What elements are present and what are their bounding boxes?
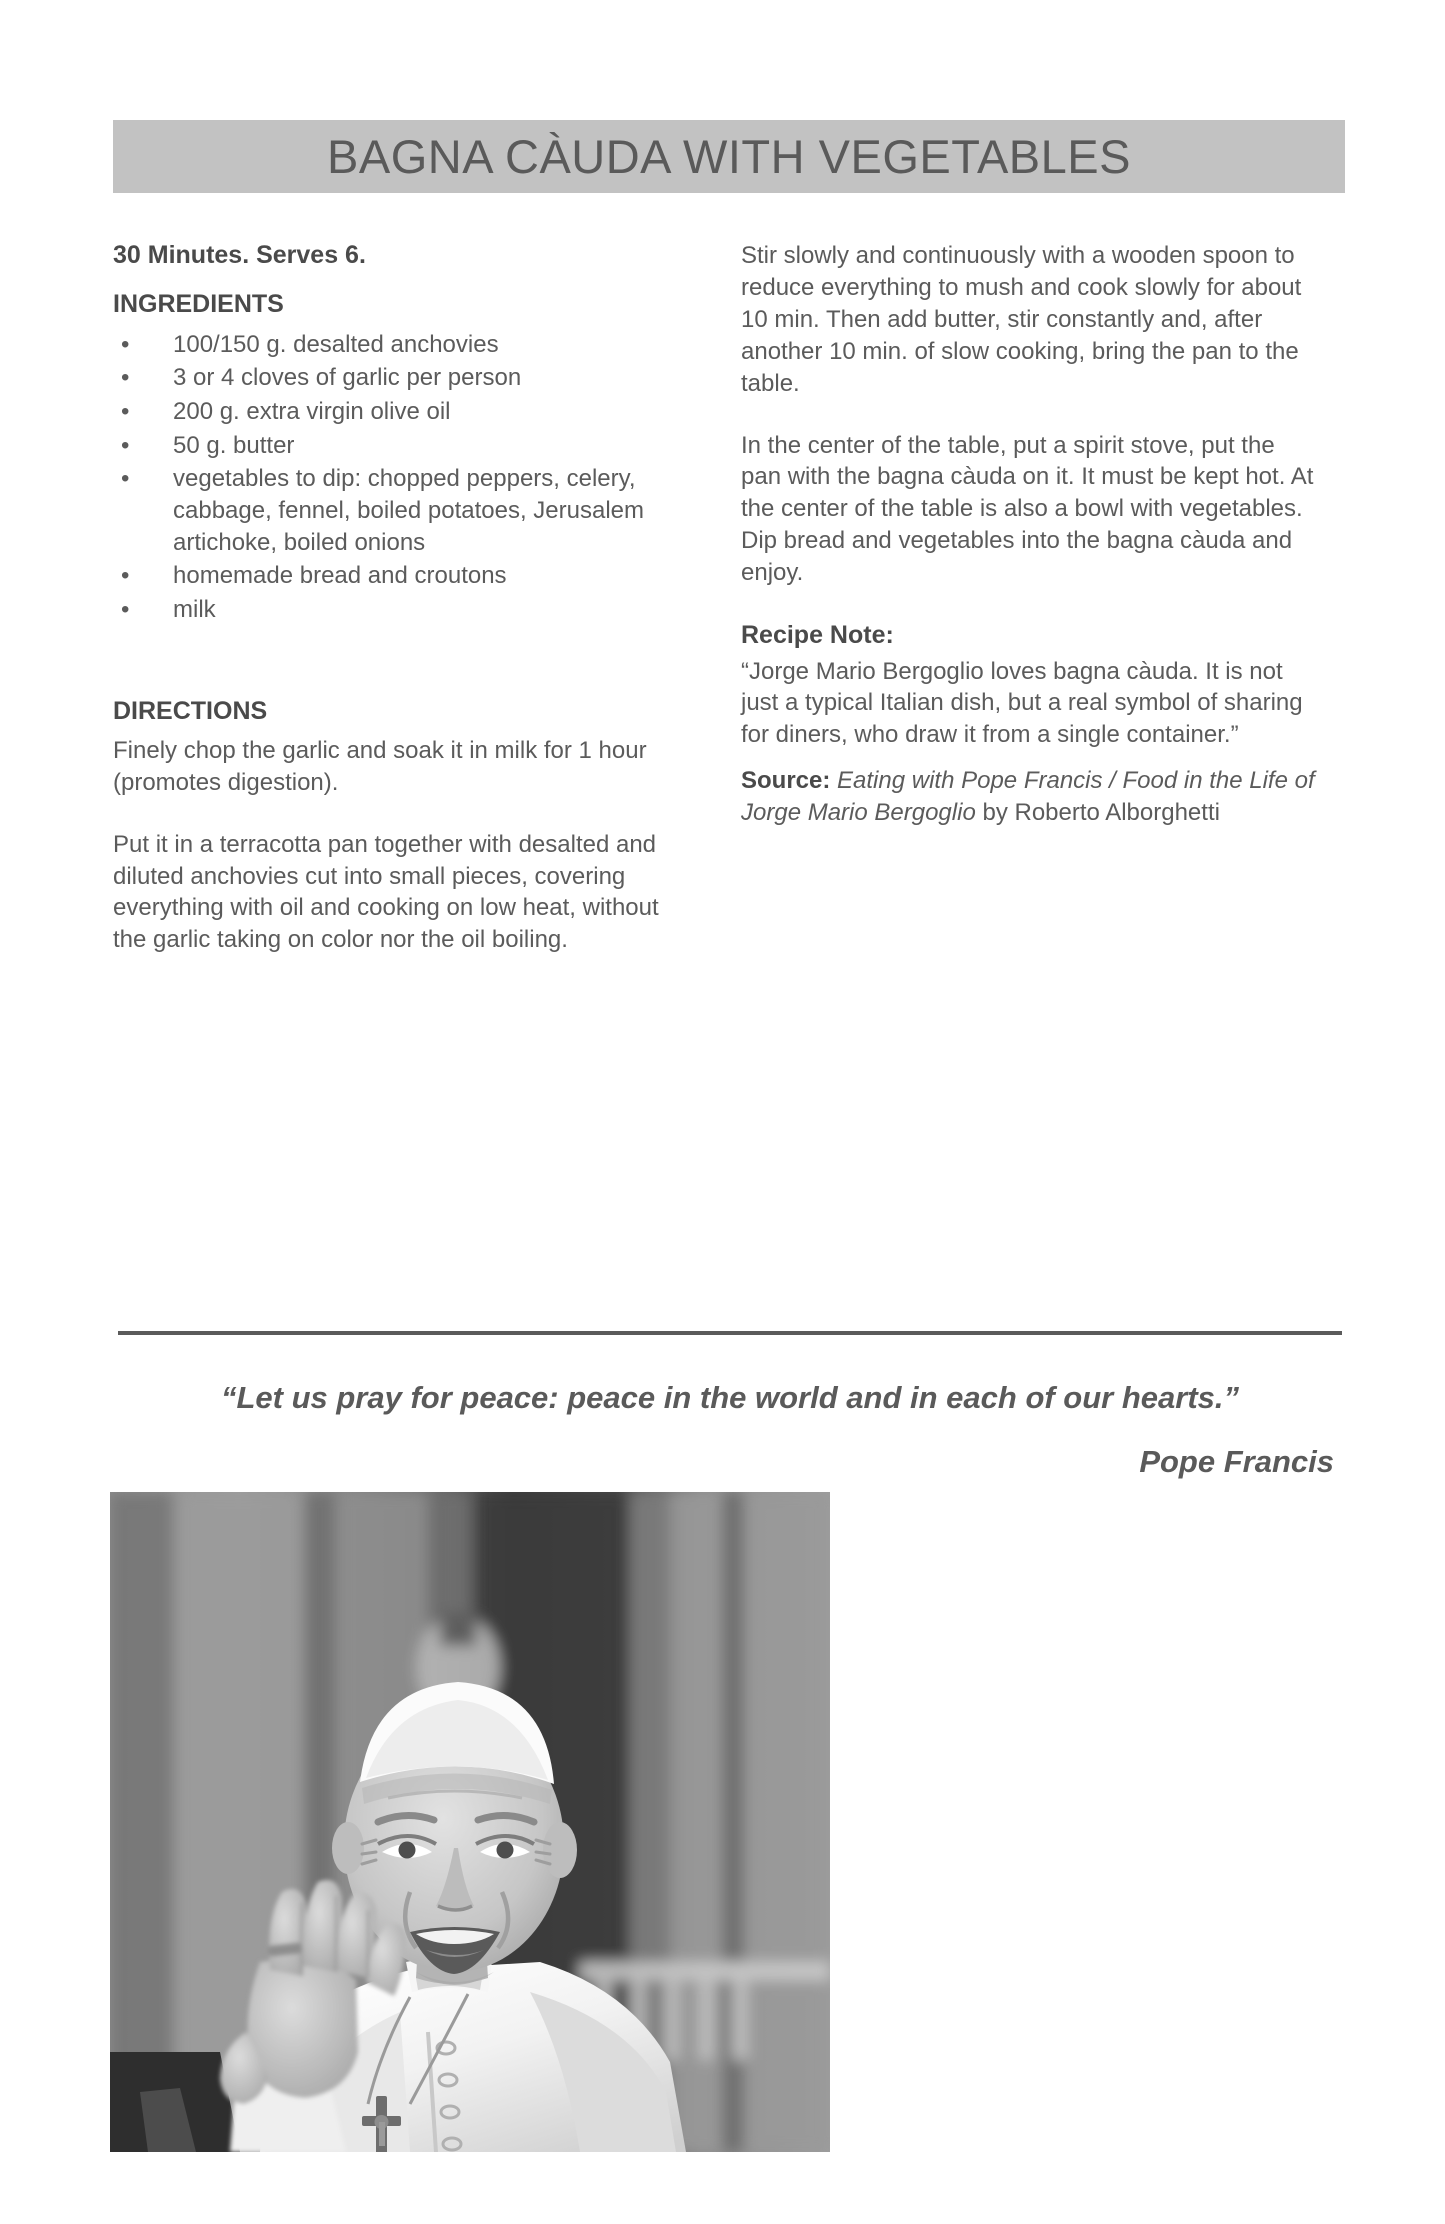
recipe-columns	[113, 240, 1345, 956]
directions-paragraph-4: In the center of the table, put a spirit stove, put the pan with the bagna càuda on it. It must be kept hot. At the center of the table is also a bowl with vegetables. Dip bread and vegetables into the bagna càuda and enjoy.	[741, 431, 1314, 587]
quote-attribution: Pope Francis	[1139, 1444, 1334, 1479]
ingredient-text: homemade bread and croutons	[173, 562, 507, 590]
ingredient-text: 3 or 4 cloves of garlic per person	[173, 364, 522, 392]
pope-francis-photo	[110, 1492, 830, 2152]
recipe-note-heading: Recipe Note:	[741, 621, 894, 650]
source-author: by Roberto Alborghetti	[982, 799, 1220, 827]
page-title: BAGNA CÀUDA WITH VEGETABLES	[327, 130, 1131, 183]
directions-heading: DIRECTIONS	[113, 696, 268, 725]
ingredient-text: 100/150 g. desalted anchovies	[173, 330, 499, 358]
ingredient-text: 200 g. extra virgin olive oil	[173, 397, 451, 425]
bullet-icon: •	[121, 595, 130, 623]
recipe-meta: 30 Minutes. Serves 6.	[113, 241, 366, 269]
directions-paragraph-2: Put it in a terracotta pan together with desalted and diluted anchovies cut into small pieces, covering everything with oil and cooking on low heat, without the garlic taking on color nor the oil boiling.	[113, 830, 659, 954]
bullet-icon: •	[121, 397, 130, 425]
list-item	[113, 362, 693, 394]
list-item	[113, 430, 693, 462]
bullet-icon: •	[121, 562, 130, 590]
list-item	[113, 463, 693, 558]
recipe-note-text: “Jorge Mario Bergoglio loves bagna càuda. It is not just a typical Italian dish, but a real symbol of sharing for diners, who draw it from a single container.”	[741, 657, 1303, 749]
right-column	[741, 240, 1321, 956]
source-label: Source:	[741, 767, 831, 795]
pull-quote: “Let us pray for peace: peace in the world and in each of our hearts.”	[220, 1380, 1240, 1415]
ingredients-list	[113, 329, 693, 626]
ingredient-text: milk	[173, 595, 216, 623]
source-title: Eating with Pope Francis / Food in the Life of Jorge Mario Bergoglio	[741, 767, 1315, 827]
section-divider	[118, 1331, 1342, 1335]
bullet-icon: •	[121, 330, 130, 358]
ingredient-text: 50 g. butter	[173, 431, 295, 459]
list-item	[113, 329, 693, 361]
directions-paragraph-1: Finely chop the garlic and soak it in milk for 1 hour (promotes digestion).	[113, 736, 647, 796]
bullet-icon: •	[121, 431, 130, 459]
title-banner	[113, 120, 1345, 193]
bullet-icon: •	[121, 465, 130, 493]
list-item	[113, 560, 693, 592]
directions-paragraph-3: Stir slowly and continuously with a wooden spoon to reduce everything to mush and cook slowly for about 10 min. Then add butter, stir constantly and, after another 10 min. of slow cooking, bring the pan to the table.	[741, 242, 1302, 397]
list-item	[113, 396, 693, 428]
bullet-icon: •	[121, 364, 130, 392]
list-item	[113, 594, 693, 626]
photo-graphic	[110, 1492, 830, 2152]
source-line	[741, 765, 1321, 829]
ingredients-heading: INGREDIENTS	[113, 290, 284, 319]
ingredient-text: vegetables to dip: chopped peppers, celery, cabbage, fennel, boiled potatoes, Jerusalem artichoke, boiled onions	[173, 465, 644, 556]
left-column	[113, 240, 693, 956]
